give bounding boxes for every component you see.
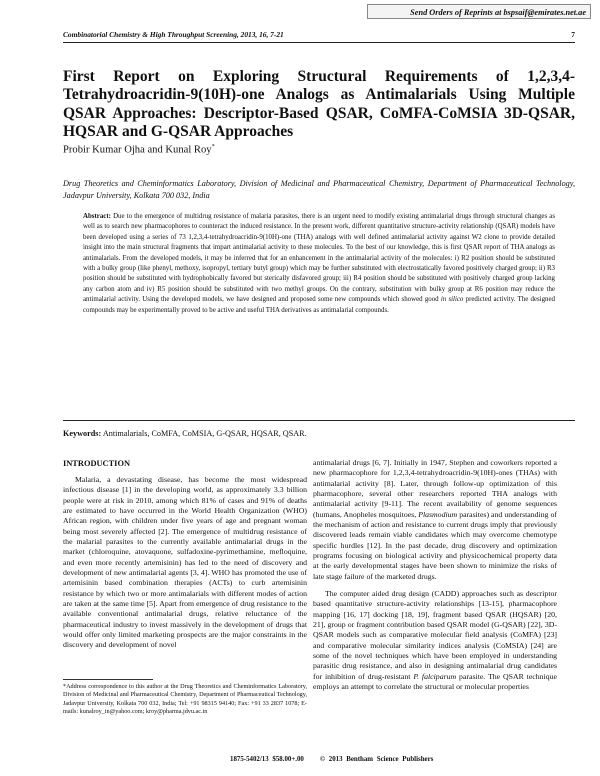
- header-rule: [63, 42, 575, 43]
- abstract-label: Abstract:: [83, 213, 111, 220]
- abstract-text: Due to the emergence of multidrug resistance of malaria parasites, there is an urgent need to modify existing antimalarial drugs through structural changes as well as to search new pharmacophores to counteract the induced resistance. In the present work, different quantitative structure-activity relationship (QSAR) models have been developed using a series of 73 1,2,3,4-tetrahydroacridin-9(10H)-one (THA) analogs with well defined antimalarial activity against W2 clone to provide detailed insight into the main structural fragments that impart antimalarial activity to these molecules. To the best of our knowledge, this is first QSAR report of THA analogs as antimalarials. From the developed models, it may be inferred that for an enhancement in the antimalarial activity of the molecules: i) R2 position should be substituted with a bulky group (like phenyl, methoxy, isopropyl, tertiary butyl group) which may be further substituted with electrostatically favored positively charged group; ii) R3 position should be substituted with hydrophobically favored but sterically disfavored group; iii) R4 position should be substituted with positively charged group lacking any carbon atom and iv) R5 position should be substituted with two methyl groups. On the contrary, substitution with bulky group at R6 position may reduce the antimalarial activity. Using the developed models, we have designed and proposed some new compounds which showed good: [83, 213, 555, 304]
- footnote-rule: [63, 679, 153, 680]
- intro-paragraph-2: [313, 589, 557, 692]
- left-column: [63, 458, 307, 658]
- section-heading: INTRODUCTION: [63, 459, 131, 468]
- abstract-rule: [63, 420, 575, 421]
- abstract: [83, 212, 555, 316]
- right-column: [313, 458, 557, 699]
- correspondence-footnote: *Address correspondence to this author at the Drug Theoretics and Cheminformatics Laboratory, Division of Medicinal and Pharmaceutical Chemistry, Department of Pharmaceutical Technology, Jadavpur University, Kolkata 700 032, India; Tel: +91 98315 94140; Fax: +91 33 2837 1078; E-mails: kunalroy_in@yahoo.com; kroy@pharma.jdvu.ac.in: [63, 683, 307, 715]
- page-number: 7: [571, 30, 575, 39]
- author-line: [63, 144, 575, 156]
- copyright-notice: © 2013 Bentham Science Publishers: [319, 756, 434, 763]
- keywords: [63, 429, 575, 438]
- intro-cont-text-a: antimalarial drugs [6, 7]. Initially in 1947, Stephen and coworkers reported a new pharmacophore for 1,2,3,4-tetrahydroacridin-9(10H)-ones (THAs) with antimalarial activity [8]. Later, through follow-up optimization of this pharmacophore, several other researchers reported THA analogs with antimalarial activity [9-11]. The recent availability of genome sequences (humans, Anopheles mosquitoes,: [313, 458, 557, 519]
- intro-cont-text-b: parasites) and understanding of the mechanism of action and resistance to current drugs imply that previously discovered leads remain viable candidates which may overcome chemotype specific hurdles [12]. In the past decade, drug discovery and optimization programs focusing on biological activity and physicochemical property data at the early developmental stages have been shown to minimize the risks of late stage failure of the marketed drugs.: [313, 509, 557, 581]
- keywords-text: Antimalarials, CoMFA, CoMSIA, G-QSAR, HQSAR, QSAR.: [102, 429, 307, 438]
- running-head: [63, 30, 575, 39]
- page-footer: [230, 756, 550, 763]
- intro-paragraph-1-continued: [313, 458, 557, 582]
- plasmodium-term: Plasmodium: [418, 509, 458, 519]
- journal-code: 1875-5402/13 $58.00+.00: [230, 756, 304, 763]
- affiliation: Drug Theoretics and Cheminformatics Laboratory, Division of Medicinal and Pharmaceutical Chemistry, Department of Pharmaceutical Technology, Jadavpur University, Kolkata 700 032, India: [63, 179, 575, 200]
- keywords-label: Keywords:: [63, 429, 102, 438]
- journal-citation: Combinatorial Chemistry & High Throughput Screening, 2013, 16, 7-21: [63, 30, 284, 39]
- article-title: First Report on Exploring Structural Requirements of 1,2,3,4-Tetrahydroacridin-9(10H)-one Analogs as Antimalarials Using Multiple QSAR Approaches: Descriptor-Based QSAR, CoMFA-CoMSIA 3D-QSAR, HQSAR and G-QSAR Approaches: [63, 68, 575, 140]
- falciparum-term: P. falciparum: [413, 671, 457, 681]
- intro-paragraph-1: Malaria, a devastating disease, has become the most widespread infectious disease [1] in the developing world, as approximately 3.3 billion people were at risk in 2010, among which 81% of cases and 91% of deaths are estimated to have occurred in the World Health Organization (WHO) African region, with children under five years of age and pregnant woman being most severely affected [2]. The emergence of multidrug resistance of the malarial parasites to the currently available antimalarial drugs in the market (chloroquine, atovaquone, sulfadoxine-pyrimethamine, mefloquine, and even more recently artemisinin) has led to the need of discovery and development of new antimalarial agents [3, 4]. WHO has promoted the use of artemisinin based combination therapies (ACTs) to curb artemisinin resistance by which two or more antimalarials with different modes of action are taken at the same time [5]. Apart from emergence of drug resistance to the available conventional antimalarial drugs, relative reluctance of the pharmaceutical industry to invest massively in the development of drugs that would offer only limited marketing prospects are the major constraints in the discovery and development of novel: [63, 475, 307, 650]
- reprint-notice: Send Orders of Reprints at bspsaif@emirates.net.ae: [367, 4, 591, 19]
- abstract-italic-term: in silico: [440, 296, 464, 304]
- intro-p2-text-b: parasite. The QSAR technique employs an attempt to correlate the structural or molecular properties: [313, 671, 557, 691]
- author-names: Probir Kumar Ojha and Kunal Roy: [63, 144, 212, 156]
- corresponding-author-mark: *: [211, 144, 215, 150]
- intro-p2-text-a: The computer aided drug design (CADD) approaches such as descriptor based quantitative structure-activity relationships [13-15], pharmacophore mapping [16, 17] docking [18, 19], fragment based QSAR (HQSAR) [20, 21], group or fragment contribution based QSAR model (G-QSAR) [22], 3D-QSAR models such as comparative molecular field analysis (CoMFA) [23] and comparative molecular similarity indices analysis (CoMSIA) [24] are some of the novel techniques which have been employed in understanding parasitic drug resistance, and also in designing antimalarial drug candidates for inhibition of drug-resistant: [313, 588, 557, 681]
- abstract-text-end: predicted activity. The designed compounds may be experimentally proved to be active and useful THA derivatives as antimalarial compounds.: [83, 296, 555, 314]
